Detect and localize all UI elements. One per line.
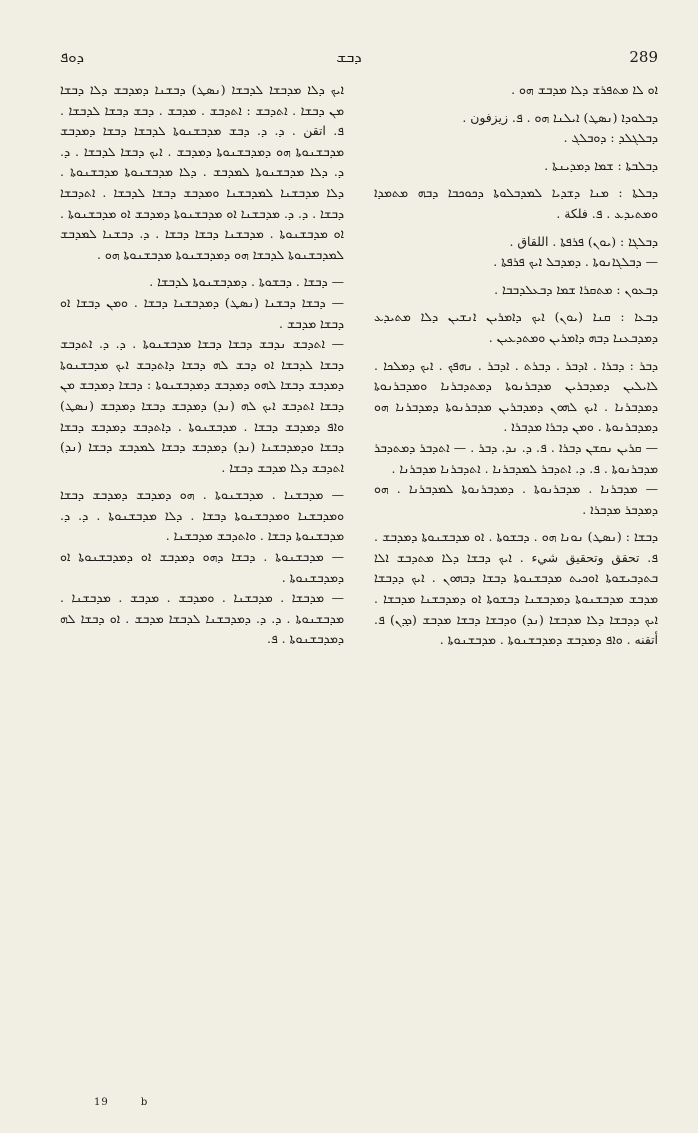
entry-line: ܕܒܠܘܕܐ (ܢܣܛ) ܐܝܠܢܐ ܗܘ . ܦ. زيزفون . [462, 109, 658, 125]
signature-number: 19 [94, 1097, 109, 1108]
entry-line: — ܕܒܫܐ ܕܒܫܢܐ (ܢܣܛ) ܕܡܕܒܫܢܐ ܕܒܫܐ . ܘܡܢ ܕܒܫܐ ܐܘ ܕܒܫܐ ܡܕܒܫ . [60, 294, 344, 331]
running-head-center: ܕܒܫ [336, 48, 362, 66]
signature-letter: b [140, 1097, 149, 1108]
entry-line: ܕܒܠܬܐ : ܡܢܐ ܕܫܕܝܐ ܠܡܕܒܠܘܬܐ ܕܟܘܟܒܐ ܕܒܗ ܡܬܡܕܐ ܘܡܬܝܕܥ . ܦ. فلكة . [374, 185, 658, 221]
entry-continuation [374, 80, 658, 101]
entry-line: — ܡܕܒܪܢܐ . ܡܕܒܪܢܘܬܐ . ܕܡܕܒܪܢܘܬܐ ܠܡܕܒܪܢܐ . ܗܘ ܕܡܕܒܪ ܡܕܒܪܐ . [374, 481, 658, 517]
left-column [60, 80, 344, 1085]
page-number: 289 [629, 48, 658, 66]
entry-line: ܕܒܥܐ : ܩܢܐ (ܝܘܢ) ܐܝܟ ܕܐܡܪܝܢ ܐܢܫܝܢ ܕܠܐ ܡܬܝܕܥ ܕܡܕܒܥܢܐ ܕܒܗ ܕܐܡܪܝܢ ܘܡܬܕܥܝܢ . [374, 309, 658, 345]
entry-line: — ܐܬܕܒܫ ܢܕܒܫ ܕܒܫܐ ܕܒܫܐ ܡܕܒܫܢܘܬܐ . ܕ. ܕ. ܐܬܕܒܫ ܕܒܫܐ ܠܕܒܫܐ ܐܘ ܕܒܫ ܠܗ ܕܒܫܐ ܕܐܬܕܒܫ ܐܝܟ ܡܕܒܫܢܘܬܐ ܕܡܕܒܫ ܕܒܫܐ ܠܗܘ ܕܡܕܒܫ ܕܡܕܒܫܢܘܬܐ : ܕܒܫܐ ܕܡܕܒܫ ܡܢ ܕܒܫܐ ܐܬܕܒܫ ܐܝܟ ܠܗ (ܢܕ) ܕܡܕܒܫ ܕܒܫܐ ܕܡܕܒܫ (ܢܣܛ) ܘܐܦ ܕܡܕܒܫ ܕܒܫܐ . ܡܕܒܫܢܘܬܐ . ܕܐܬܕܒܫ ܕܡܕܒܫ ܕܒܫܐ ܕܒܫܐ ܘܕܡܕܒܫܢܐ (ܢܕ) ܕܡܕܒܫ ܕܒܫܐ ܠܡܕܒܫ ܕܒܫܐ (ܢܕ) ܐܬܕܒܫ ܕܠܐ ܡܕܒܫ ܕܒܫܐ . [60, 336, 344, 475]
running-head-left: ܕܘܦ [60, 48, 85, 66]
entry-line: — ܕܒܠܓܐܢܘܬܐ . ܕܡܕܒܠ ܐܝܟ ܦܪܦܬܐ . [493, 254, 658, 270]
entry-subentries-1 [60, 272, 344, 478]
entry-line: ܕܒܠܒܬܐ : ܫܡܐ ܕܡܕܝܢܬܐ . [544, 157, 658, 173]
entry-dblgʾ [374, 232, 658, 273]
entry-line: ܕܒܠܓܐ : (ܝܘܢ) ܦܪܦܬܐ . اللقاق . [509, 233, 658, 249]
entry-continuation [60, 80, 344, 265]
entry-line: — ܩܪܝܢ ܢܩܫܢ ܕܒܪܐ . ܦ. ܕ. ܢܕ. ܕܒܪ . — ܐܬܕܒܪ ܕܡܬܕܒܪ ܡܕܒܪܢܘܬܐ . ܦ. ܕ. ܐܬܕܒܪ ܠܡܕܒܪܢܐ . ܐܬܕܒܪܢܐ ܡܕܒܪܢܐ . [374, 439, 658, 476]
entry-line: ܐܝܟ ܕܠܐ ܡܕܒܫܐ ܠܕܒܫܐ (ܢܣܛ) ܕܒܫܢܐ ܕܡܕܒܫ ܕܠܐ ܕܒܫܐ ܡܢ ܕܒܫܐ . ܐܬܕܒܫ : ܐܬܕܒܫ . ܡܕܒܫ . ܕܒܫ ܕܒܫܐ ܠܕܒܫܐ . ܦ. اتقن . ܕ. ܕ. ܕܒܫ ܡܕܒܫܢܘܬܐ ܠܕܒܫܐ ܕܒܫܐ ܕܡܕܒܫ ܡܕܒܫܢܘܬܐ ܗܘ ܕܡܕܒܫܢܘܬܐ ܕܡܕܒܫ . ܐܝܟ ܕܒܫܐ ܠܕܒܫܐ . ܕ. ܕ. ܕܠܐ ܡܕܒܫܢܘܬܐ ܠܡܕܒܫ . ܕܠܐ ܡܕܒܫܢܘܬܐ ܡܕܒܫܢܘܬܐ . ܕܠܐ ܡܕܒܫܢܐ ܠܡܕܒܫܢܐ ܘܡܕܒܫ ܕܒܫܐ ܠܕܒܫܐ . ܐܬܕܒܫܐ ܕܒܫܐ . ܕ. ܕ. ܡܕܒܫܢܐ ܐܘ ܡܕܒܫܢܘܬܐ ܕܡܕܒܫ ܐܘ ܡܕܒܫܢܘܬܐ . ܐܘ ܡܕܒܫܢܘܬܐ . ܡܕܒܫܢܐ ܕܒܫܐ ܕܒܫܐ . ܕ. ܕܒܫܢܐ ܠܡܕܒܫ ܠܡܕܒܫܢܘܬܐ ܠܕܒܫܐ ܗܘ ܕܡܕܒܫܢܘܬܐ ܡܕܒܫܢܘܬܐ ܗܘ . [60, 82, 344, 262]
entry-subentries-2 [60, 485, 344, 650]
entry-dbʿwn [374, 280, 658, 301]
entry-dblbtʾ [374, 156, 658, 177]
entry-line: ܕܒܫܐ : (ܢܣܛ) ܢܘܢܐ ܗܘ . ܕܒܫܘܬܐ . ܐܘ ܡܕܒܫܢܘܬܐ ܕܡܕܒܫ . ܦ. تحقق وتحقيق شيء . ܐܝܟ ܕܒܫܐ ܕܠܐ ܡܬܕܒܫ ܐܠܐ ܒܬܕܒܝܫܘܬܐ ܐܘܟܝܬ ܡܕܒܫܢܘܬܐ ܕܒܫܐ ܕܒܗܘܢ . ܐܝܟ ܕܕܒܫܐ ܡܕܒܫ ܡܕܒܫܢܘܬܐ ܕܡܕܒܫܢܐ ܕܒܫܘܬܐ ܐܘ ܕܡܕܒܫܢܐ ܡܕܒܫܐ . ܐܝܟ ܕܕܒܫܐ ܕܠܐ ܡܕܒܫܐ (ܢܕ) ܘܕܒܫܐ ܕܒܫܐ ܡܕܒܫ (ܕܕܢ) ܦ. أتقنه . ܘܐܦ ܕܡܕܒܫ ܕܡܕܒܫܢܘܬܐ . ܡܕܒܫܢܘܬܐ . [374, 529, 658, 648]
entry-line: — ܡܕܒܫܢܘܬܐ . ܕܒܫܐ ܕܗܘ ܕܡܕܒܫ ܐܘ ܕܡܕܒܫܢܘܬܐ ܐܘ ܕܡܕܒܫܢܘܬܐ . [60, 549, 344, 585]
entry-line: ܕܒܪ : ܕܒܪܐ . ܐܕܒܪ . ܕܒܪܬ . ܐܕܒܪ . ܢܗܦܟ . ܐܝܟ ܕܡܠܟܐ . ܠܐܝܠܝܢ ܕܡܕܒܪܝܢ ܡܕܒܪܢܘܬܐ ܕܡܬܕܒܪܢܐ ܘܡܕܒܪܢܘܬܐ ܕܡܕܒܪܢܐ . ܐܝܟ ܠܗܘܢ ܕܡܕܒܪܝܢ ܡܕܒܪܢܘܬܐ ܕܡܕܒܪܢܐ ܗܘ ܕܡܕܒܪܢܘܬܐ . ܘܡܢ ܕܒܪܐ ܡܕܒܪܐ . [374, 357, 658, 435]
entry-dblwdʾ [374, 108, 658, 149]
entry-dbr [374, 356, 658, 521]
printer-signature [94, 1097, 148, 1108]
right-column [374, 80, 658, 1085]
entry-line: ܐܘ ܠܐ ܡܬܦܪܫ ܕܠܐ ܡܕܒܫ ܗܘ . [511, 82, 658, 97]
entry-line: ܕܒܥܘܢ : ܡܬܩܪܐ ܫܡܐ ܕܒܥܠܕܒܒܐ . [494, 281, 658, 297]
entry-line: — ܕܒܫܐ . ܕܒܫܘܬܐ . ܕܡܕܒܫܢܘܬܐ ܠܕܒܫܐ . [149, 274, 344, 290]
entry-dbšʾ [374, 527, 658, 651]
entry-dbltʾ [374, 183, 658, 224]
entry-line: — ܡܕܒܫܢܐ . ܡܕܒܫܢܘܬܐ . ܗܘ ܕܡܕܒܫ ܕܡܕܒܫ ܕܒܫܐ ܘܡܕܒܫܢܐ ܘܡܕܒܫܢܘܬܐ ܕܒܫܐ . ܕܠܐ ܡܕܒܫܢܘܬܐ . ܕ. ܕ. ܡܕܒܫܢܘܬܐ ܕܒܫܐ . ܘܐܬܕܒܫ ܡܕܒܫܢܐ . [60, 487, 344, 544]
entry-dbʿʾ [374, 307, 658, 348]
entry-line: — ܡܕܒܫܐ . ܡܕܒܫܢܐ . ܘܡܕܒܫ . ܡܕܒܫ . ܡܕܒܫܢܐ . ܡܕܒܫܢܘܬܐ . ܕ. ܕ. ܕܡܕܒܫܢܐ ܠܕܒܫܐ ܡܕܒܫ . ܐܘ ܕܒܫܐ ܠܗ ܕܡܕܒܫܢܘܬܐ . ܦ. [60, 590, 344, 647]
entry-line: ܕܒܠܓܠܕ : ܕܘܒܠܓ . [563, 130, 658, 146]
